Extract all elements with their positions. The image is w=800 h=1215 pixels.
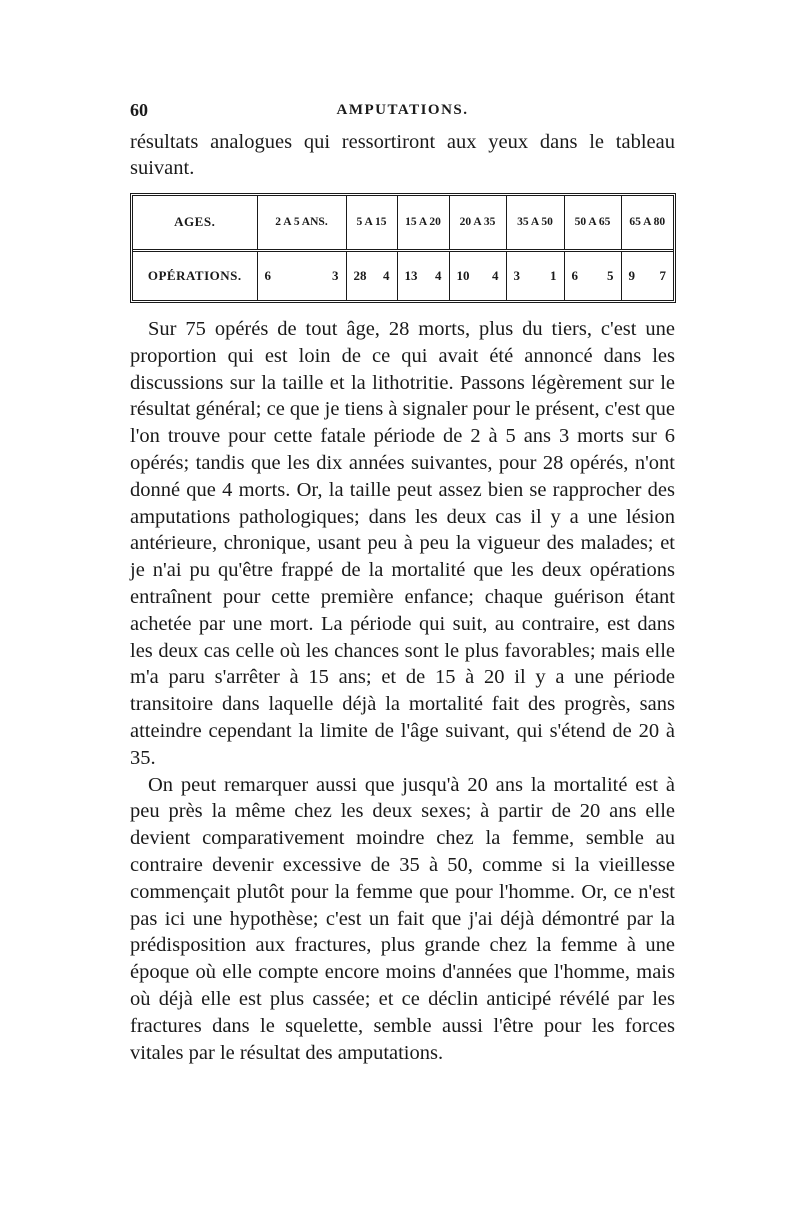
mortality-table bbox=[130, 193, 676, 303]
operes-count: 6 bbox=[264, 267, 271, 283]
operations-cell bbox=[346, 250, 397, 300]
operes-count: 28 bbox=[353, 267, 367, 283]
operations-cell bbox=[506, 250, 564, 300]
morts-count: 1 bbox=[550, 267, 557, 283]
age-range-cell: 20 A 35 bbox=[449, 196, 506, 250]
row-label-operations: OPÉRATIONS. bbox=[147, 267, 242, 283]
operes-count: 6 bbox=[571, 267, 578, 283]
operes-count: 10 bbox=[456, 267, 470, 283]
operes-count: 9 bbox=[628, 267, 635, 283]
morts-count: 4 bbox=[435, 267, 442, 283]
paragraph: On peut remarquer aussi que jusqu'à 20 ans la mortalité est à peu près la même chez les deux sexes; à partir de 20 ans elle devient comparativement moindre chez la femme, semble au contraire devenir excessive de 35 à 50, comme si la vieillesse commençait plutôt pour la femme que pour l'homme. Or, ce n'est pas ici une hypothèse; c'est un fait que j'ai déjà démontré par la prédisposition aux fractures, plus grande chez la femme à une époque où elle compte encore moins d'années que l'homme, mais où déjà elle est plus cassée; et ce déclin anticipé révélé par les fractures dans le squelette, semble aussi l'être pour les forces vitales par le résultat des amputations. bbox=[130, 773, 675, 1064]
table-row-operations bbox=[133, 250, 673, 300]
operations-cell bbox=[621, 250, 673, 300]
age-range-cell: 65 A 80 bbox=[621, 196, 673, 250]
age-range-cell: 5 A 15 bbox=[346, 196, 397, 250]
operations-cell bbox=[564, 250, 621, 300]
operes-count: 13 bbox=[404, 267, 418, 283]
body-text bbox=[130, 316, 675, 1066]
paragraph: Sur 75 opérés de tout âge, 28 morts, plus du tiers, c'est une proportion qui est loin de ce qui avait été annoncé dans les discussions sur la taille et la lithotritie. Passons légèrement sur le résultat général; ce que je tiens à signaler pour le présent, c'est que l'on trouve pour cette fatale période de 2 à 5 ans 3 morts sur 6 opérés; tandis que les dix années suivantes, pour 28 opérés, n'ont donné que 4 morts. Or, la taille peut assez bien se rapprocher des amputations pathologiques; dans les deux cas il y a une lésion antérieure, chronique, usant peu à peu la vigueur des malades; et je n'ai pu qu'être frappé de la mortalité que les deux opérations entraînent pour cette première enfance; chaque guérison étant achetée par une mort. La période qui suit, au contraire, est dans les deux cas celle où les chances sont le plus favorables; mais elle m'a paru s'arrêter à 15 ans; et de 15 à 20 il y a une période transitoire dans laquelle déjà la mortalité fait des progrès, sans atteindre cependant la limite de l'âge suivant, qui s'étend de 20 à 35. bbox=[130, 318, 676, 769]
running-title: AMPUTATIONS. bbox=[336, 102, 469, 118]
morts-count: 3 bbox=[332, 267, 339, 283]
age-range-cell: 35 A 50 bbox=[506, 196, 564, 250]
morts-count: 5 bbox=[607, 267, 614, 283]
operations-cell bbox=[257, 250, 346, 300]
morts-count: 4 bbox=[383, 267, 390, 283]
table-row-ages bbox=[133, 196, 673, 250]
age-range-cell: 50 A 65 bbox=[564, 196, 621, 250]
operes-count: 3 bbox=[513, 267, 520, 283]
page-header bbox=[130, 100, 675, 124]
page-number: 60 bbox=[130, 100, 148, 120]
age-range-cell: 15 A 20 bbox=[397, 196, 449, 250]
morts-count: 4 bbox=[492, 267, 499, 283]
intro-paragraph: résultats analogues qui ressortiront aux yeux dans le tableau suivant. bbox=[130, 131, 675, 179]
operations-cell bbox=[397, 250, 449, 300]
age-range-cell: 2 A 5 ANS. bbox=[257, 196, 346, 250]
operations-cell bbox=[449, 250, 506, 300]
row-label-ages: AGES. bbox=[133, 196, 257, 250]
morts-count: 7 bbox=[659, 267, 666, 283]
